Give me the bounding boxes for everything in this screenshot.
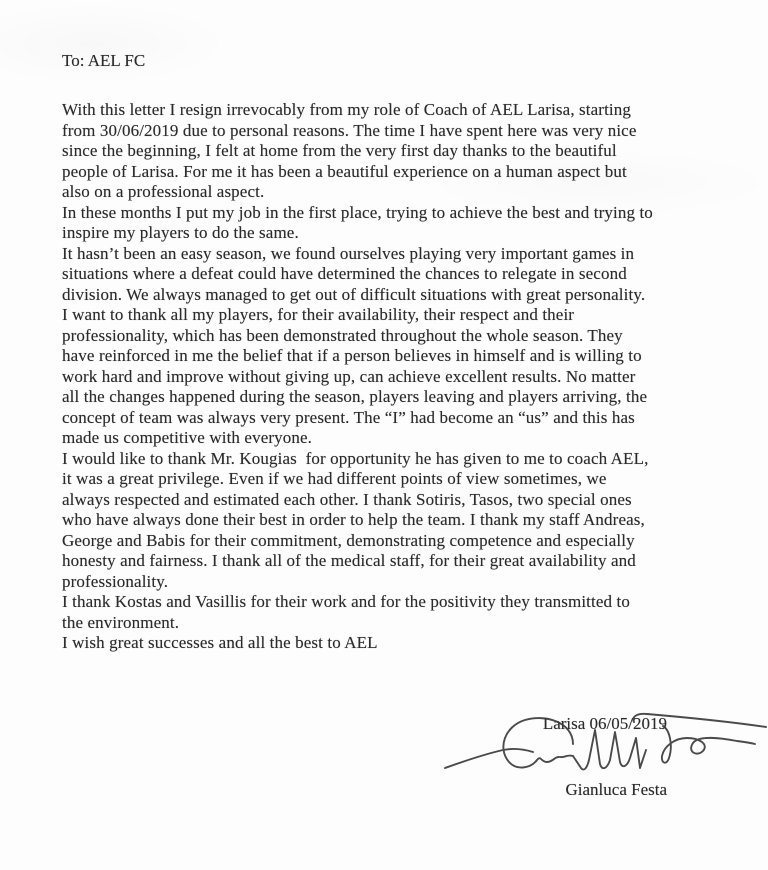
letter-line: always respected and estimated each other. I thank Sotiris, Tasos, two special ones [62, 489, 632, 509]
letter-line: all the changes happened during the season, players leaving and players arriving, the [62, 387, 648, 406]
letter-line: since the beginning, I felt at home from the very first day thanks to the beautiful [62, 141, 617, 160]
letter-line: people of Larisa. For me it has been a beautiful experience on a human aspect but [62, 161, 627, 181]
signature-scribble [437, 710, 767, 782]
letter-line: also on a professional aspect. [62, 182, 265, 201]
letter-line: concept of team was always very present. The “I” had become an “us” and this has [62, 407, 635, 427]
signer-name: Gianluca Festa [565, 780, 667, 799]
letter-line: It hasn’t been an easy season, we found ourselves playing very important games in [62, 243, 635, 263]
letter-line: from 30/06/2019 due to personal reasons. The time I have spent here was very nice [62, 120, 637, 140]
letter-line: In these months I put my job in the first place, trying to achieve the best and trying to [62, 202, 653, 222]
letter-line: made us competitive with everyone. [62, 428, 313, 447]
letter-line: the environment. [62, 612, 180, 632]
letter-line: I would like to thank Mr. Kougias for opportunity he has given to me to coach AEL, [62, 448, 649, 468]
recipient-line: To: AEL FC [62, 51, 146, 70]
letter-line: I thank Kostas and Vasillis for their work and for the positivity they transmitted to [62, 592, 630, 611]
letter-line: work hard and improve without giving up, can achieve excellent results. No matter [62, 366, 636, 386]
letter-line: inspire my players to do the same. [62, 223, 299, 242]
letter-body [62, 100, 742, 654]
letter-line: it was a great privilege. Even if we had different points of view sometimes, we [62, 469, 607, 488]
letter-line: situations where a defeat could have determined the chances to relegate in second [62, 264, 627, 283]
letter-line: professionality, which has been demonstrated throughout the whole season. They [62, 325, 623, 345]
letter-line: honesty and fairness. I thank all of the medical staff, for their great availability and [62, 551, 636, 570]
letter-line: I wish great successes and all the best to AEL [62, 633, 378, 652]
letter-line: who have always done their best in order to help the team. I thank my staff Andreas, [62, 510, 645, 529]
letter-line: With this letter I resign irrevocably from my role of Coach of AEL Larisa, starting [62, 100, 632, 119]
letter-line: George and Babis for their commitment, demonstrating competence and especially [62, 530, 635, 550]
letter-line: professionality. [62, 571, 169, 591]
letter-line: I want to thank all my players, for their availability, their respect and their [62, 305, 575, 324]
letter-line: have reinforced in me the belief that if a person believes in himself and is willing to [62, 346, 642, 365]
place-date-line: Larisa 06/05/2019 [542, 714, 667, 733]
letter-line: division. We always managed to get out of difficult situations with great personality. [62, 284, 646, 304]
